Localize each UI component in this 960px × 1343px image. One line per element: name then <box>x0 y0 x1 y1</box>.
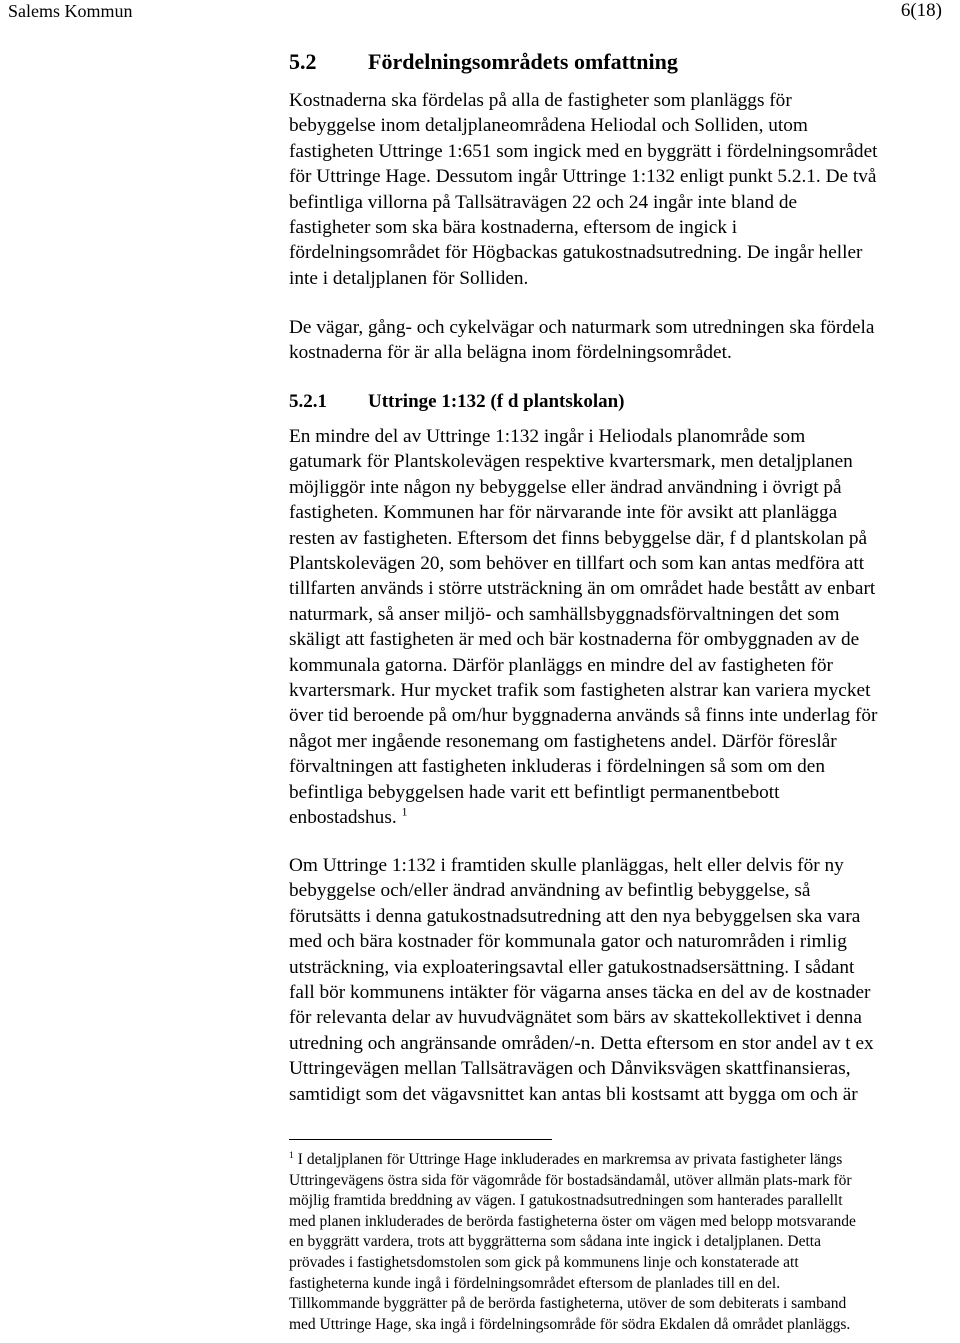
footnote-line-content: I detaljplanen för Uttringe Hage inkluderades en markremsa av privata fastigheter längs <box>297 1151 843 1168</box>
footnote-line: Uttringevägens östra sida för vägområde för bostadsändamål, utöver allmän plats-mark för <box>289 1171 852 1189</box>
footnote <box>289 1150 960 1335</box>
text-line: förutsätts i denna gatukostnadsutredning att den nya bebyggelsen ska vara <box>289 905 861 927</box>
footnote-line: med planen inkluderades de berörda fastigheterna öster om vägen med belopp motsvarande <box>289 1212 856 1230</box>
text-line: fastigheten. Kommunen har för närvarande inte för avsikt att planlägga <box>289 502 838 524</box>
text-line: möjliggör inte någon ny bebyggelse eller ändrad användning i övrigt på <box>289 476 842 498</box>
paragraph-scope <box>289 88 959 291</box>
text-line: samtidigt som det vägavsnittet kan antas bli kostsamt att bygga om och är <box>289 1083 858 1105</box>
text-line: befintliga bebyggelsen hade varit ett befintligt permanentbebott <box>289 781 780 803</box>
footnote-line <box>289 1150 960 1171</box>
paragraph-future <box>289 853 959 1107</box>
text-line: skäligt att fastigheten är med och bär kostnaderna för ombyggnaden av de <box>289 629 860 651</box>
text-line: kommunala gatorna. Därför planläggs en mindre del av fastigheten för <box>289 654 833 676</box>
footnote-line: Tillkommande byggrätter på de berörda fastigheterna, utöver de som debiterats i samband <box>289 1295 847 1313</box>
text-line: naturmark, så anser miljö- och samhällsbyggnadsförvaltningen det som <box>289 603 840 625</box>
section-number: 5.2 <box>289 49 317 74</box>
section-title: Fördelningsområdets omfattning <box>368 49 678 74</box>
text-line: gatumark för Plantskolevägen respektive kvartersmark, men detaljplanen <box>289 451 853 473</box>
text-line: Om Uttringe 1:132 i framtiden skulle planläggas, helt eller delvis för ny <box>289 855 844 876</box>
text-line: En mindre del av Uttringe 1:132 ingår i Heliodals planområde som <box>289 426 806 447</box>
page-number: 6(18) <box>900 0 942 21</box>
text-line: kvartersmark. Hur mycket trafik som fastigheten alstrar kan variera mycket <box>289 680 871 702</box>
footnote-separator <box>289 1139 552 1140</box>
footnote-line: fastigheterna kunde ingå i fördelningsområdet eftersom de planlades till en del. <box>289 1274 781 1292</box>
text-line: bebyggelse inom detaljplaneområdena Heliodal och Solliden, utom <box>289 115 808 137</box>
text-line: för relevanta delar av huvudvägnätet som bärs av skattekollektivet i denna <box>289 1007 862 1029</box>
section-heading <box>289 48 678 76</box>
footnote-line: möjlig framtida breddning av vägen. I gatukostnadsutredningen som hanterades parallellt <box>289 1192 843 1210</box>
subsection-heading <box>289 389 625 414</box>
page-header-organization: Salems Kommun <box>8 1 133 21</box>
text-line: inte i detaljplanen för Solliden. <box>289 267 529 289</box>
text-line: med och bära kostnader för kommunala gator och naturområden i rimlig <box>289 931 847 953</box>
subsection-title: Uttringe 1:132 (f d plantskolan) <box>368 391 625 412</box>
text-line: tillfarten används i större utsträckning än om området hade bestått av enbart <box>289 578 876 600</box>
text-line: resten av fastigheten. Eftersom det finns bebyggelse där, f d plantskolan på <box>289 527 868 549</box>
paragraph-roads <box>289 315 959 366</box>
text-line <box>289 805 959 830</box>
text-line: De vägar, gång- och cykelvägar och naturmark som utredningen ska fördela <box>289 317 875 338</box>
text-line: Kostnaderna ska fördelas på alla de fastigheter som planläggs för <box>289 90 792 111</box>
text-line: Plantskolevägen 20, som behöver en tillfart och som kan antas medföra att <box>289 553 865 575</box>
footnote-line: prövades i fastighetsdomstolen som gick på kommunens linje och konstaterade att <box>289 1253 799 1271</box>
text-line-content: enbostadshus. <box>289 807 397 829</box>
text-line: fastigheten Uttringe 1:651 som ingick med en byggrätt i fördelningsområdet <box>289 140 878 162</box>
text-line: utsträckning, via exploateringsavtal eller gatukostnadsersättning. I sådant <box>289 956 855 978</box>
text-line: kostnaderna för är alla belägna inom fördelningsområdet. <box>289 342 732 364</box>
text-line: något mer ingående resonemang om fastighetens andel. Därför föreslår <box>289 730 837 752</box>
text-line: för Uttringe Hage. Dessutom ingår Uttringe 1:132 enligt punkt 5.2.1. De två <box>289 166 877 188</box>
text-line: utredning och angränsande områden/-n. Detta eftersom en stor andel av t ex <box>289 1032 874 1054</box>
footnote-marker: 1 <box>289 1149 294 1161</box>
text-line: förvaltningen att fastigheten inkluderas i fördelningen så som om den <box>289 756 825 778</box>
text-line: befintliga villorna på Tallsätravägen 22 och 24 ingår inte bland de <box>289 191 798 213</box>
subsection-number: 5.2.1 <box>289 391 327 412</box>
text-line: över tid beroende på om/hur byggnaderna används så finns inte underlag för <box>289 705 878 727</box>
text-line: fall bör kommunens intäkter för vägarna anses täcka en del av de kostnader <box>289 982 871 1004</box>
text-line: Uttringevägen mellan Tallsätravägen och Dånviksvägen skattfinansieras, <box>289 1058 851 1080</box>
footnote-line: med Uttringe Hage, ska ingå i fördelningsområde för södra Ekdalen då området planläggs. <box>289 1315 851 1333</box>
footnote-reference[interactable]: 1 <box>401 804 408 819</box>
footnote-line: en byggrätt vardera, trots att byggrätterna som sådana inte ingick i detaljplanen. Detta <box>289 1233 821 1251</box>
text-line: fördelningsområdet för Högbackas gatukostnadsutredning. De ingår heller <box>289 242 863 264</box>
paragraph-uttringe <box>289 424 959 831</box>
text-line: fastigheter som ska bära kostnaderna, eftersom de ingick i <box>289 217 738 239</box>
text-line: bebyggelse och/eller ändrad användning av befintlig bebyggelse, så <box>289 880 811 902</box>
